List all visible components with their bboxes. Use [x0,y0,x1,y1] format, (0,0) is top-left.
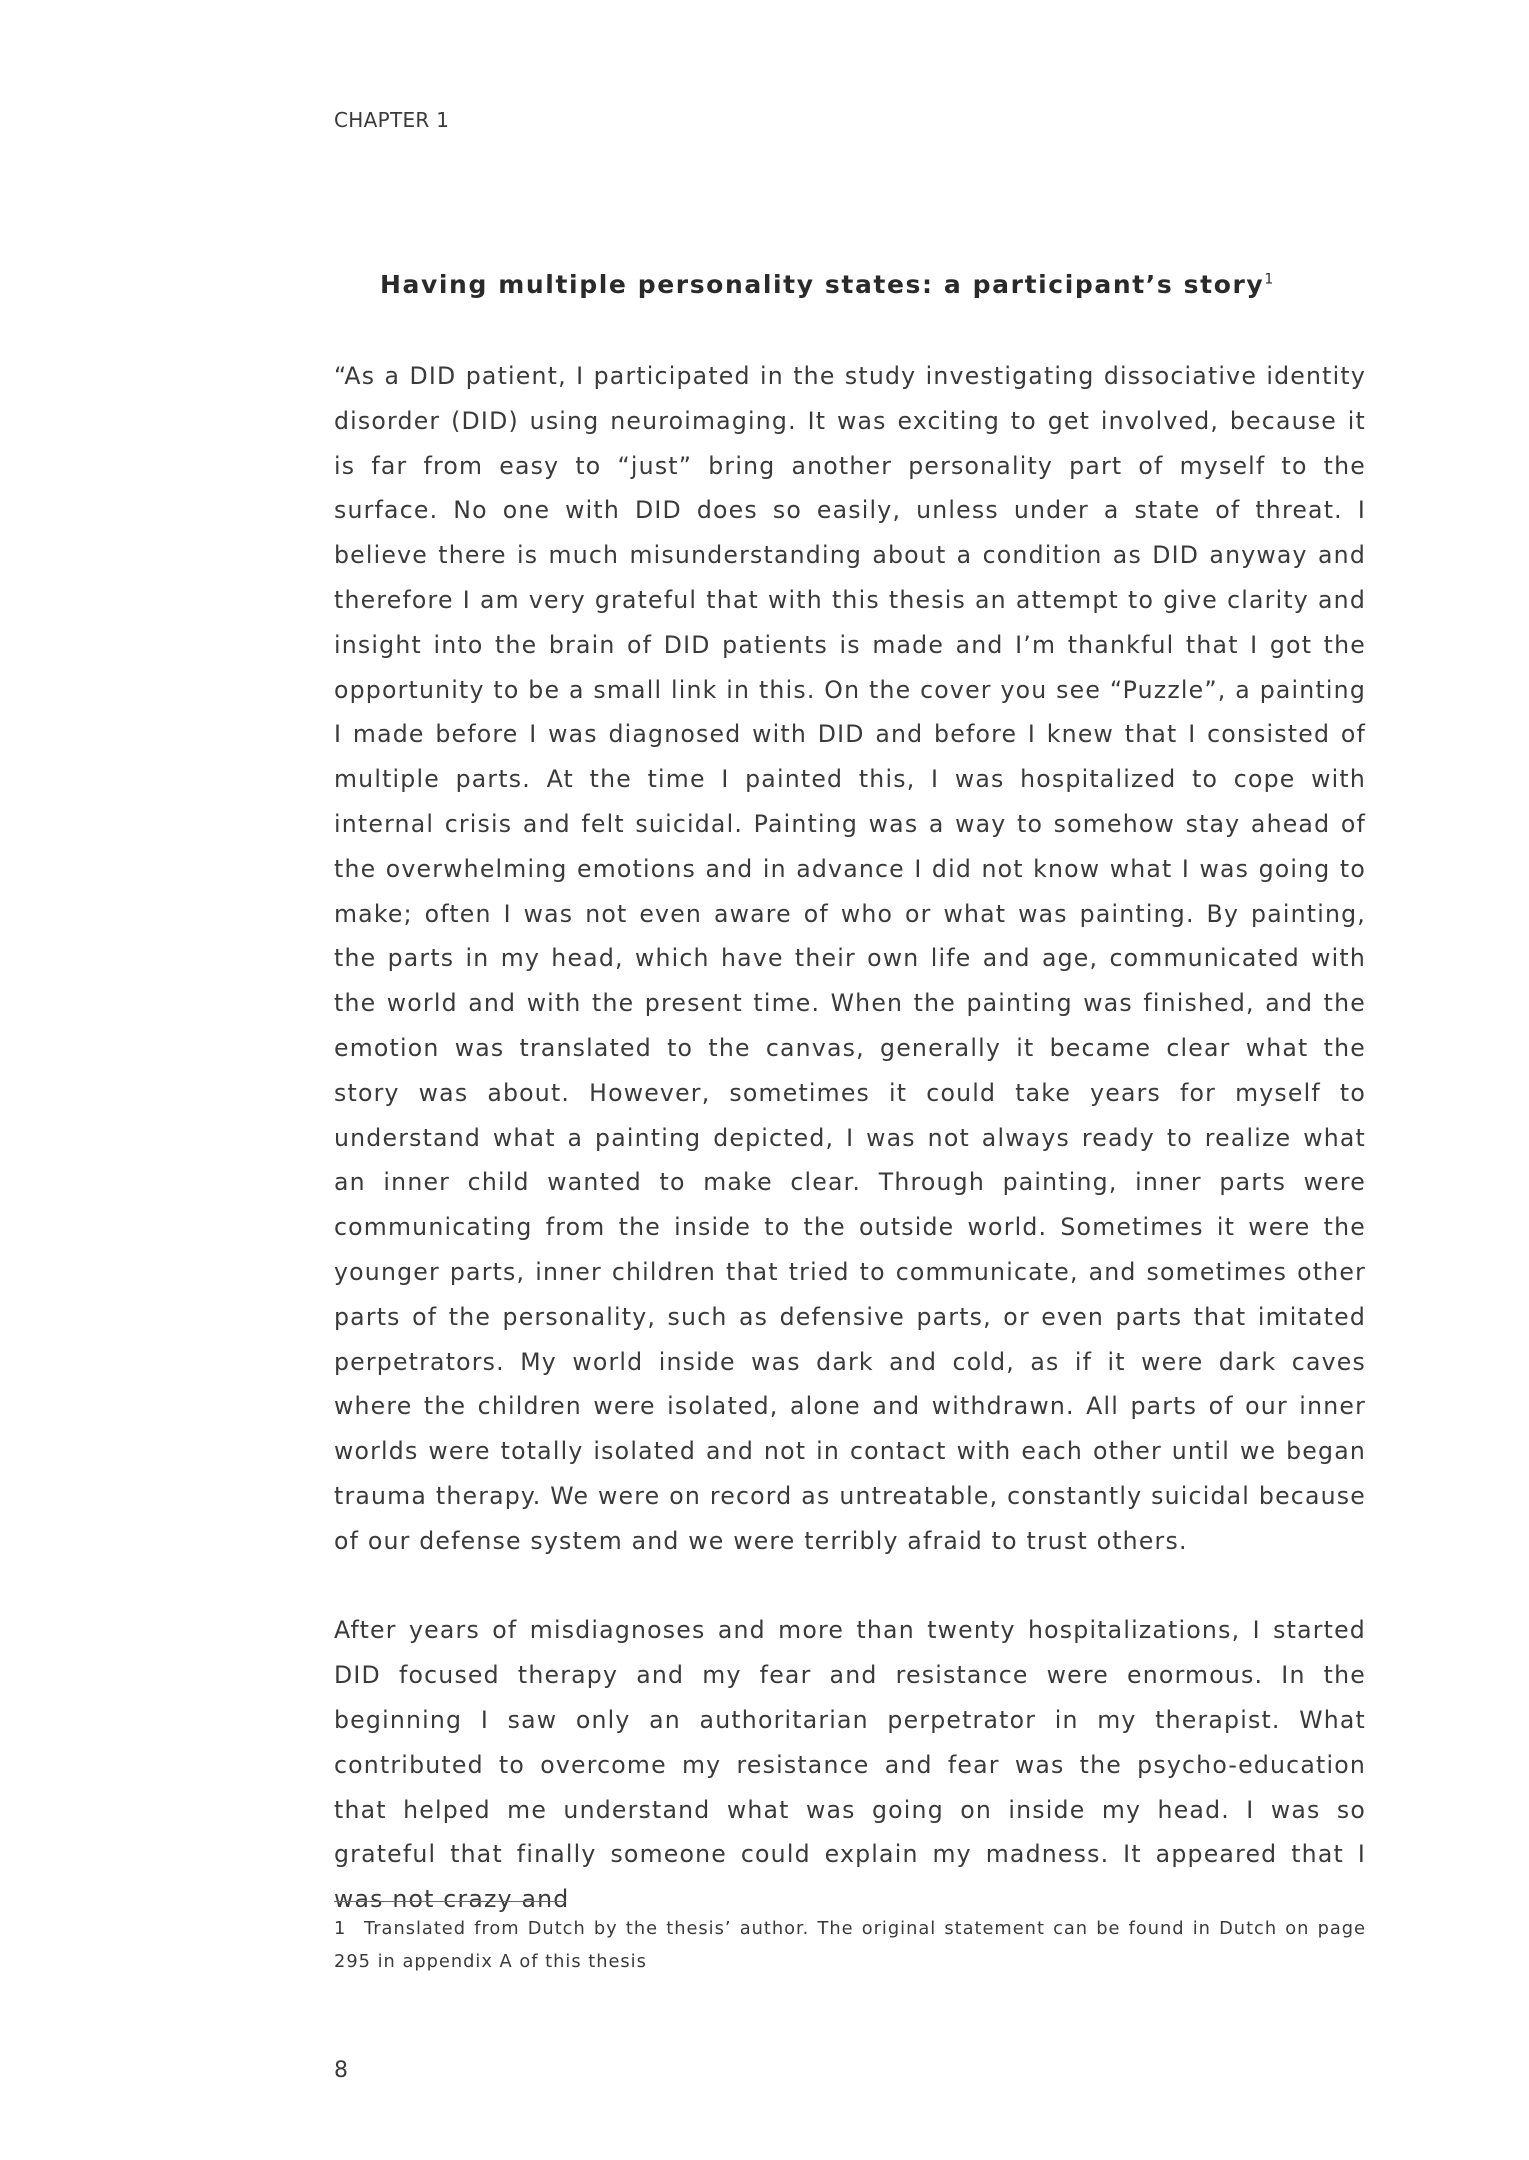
footnote-number: 1 [334,1918,347,1939]
footnote-text: Translated from Dutch by the thesis’ author. The original statement can be found in Dutch on page 295 in appendix A of this thesis [334,1918,1366,1972]
footnote [334,1912,1366,1978]
chapter-label: CHAPTER 1 [334,108,450,132]
section-title-text: Having multiple personality states: a participant’s story [380,270,1265,299]
body-text [334,354,1366,1922]
footnote-reference: 1 [1264,271,1275,288]
footnote-divider [334,1901,566,1902]
body-paragraph-1: “As a DID patient, I participated in the study investigating dissociative identity disorder (DID) using neuroimaging. It was exciting to get involved, because it is far from easy to “just” bring another personality part of myself to the surface. No one with DID does so easily, unless under a state of threat. I believe there is much misunderstanding about a condition as DID anyway and therefore I am very grateful that with this thesis an attempt to give clarity and insight into the brain of DID patients is made and I’m thankful that I got the opportunity to be a small link in this. On the cover you see “Puzzle”, a painting I made before I was diagnosed with DID and before I knew that I consisted of multiple parts. At the time I painted this, I was hospitalized to cope with internal crisis and felt suicidal. Painting was a way to somehow stay ahead of the overwhelming emotions and in advance I did not know what I was going to make; often I was not even aware of who or what was painting. By painting, the parts in my head, which have their own life and age, communicated with the world and with the present time. When the painting was finished, and the emotion was translated to the canvas, generally it became clear what the story was about. However, sometimes it could take years for myself to understand what a painting depicted, I was not always ready to realize what an inner child wanted to make clear. Through painting, inner parts were communicating from the inside to the outside world. Sometimes it were the younger parts, inner children that tried to communicate, and sometimes other parts of the personality, such as defensive parts, or even parts that imitated perpetrators. My world inside was dark and cold, as if it were dark caves where the children were isolated, alone and withdrawn. All parts of our inner worlds were totally isolated and not in contact with each other until we began trauma therapy. We were on record as untreatable, constantly suicidal because of our defense system and we were terribly afraid to trust others. [334,362,1366,1555]
section-title [380,270,1275,299]
page-number: 8 [334,2058,348,2083]
body-paragraph-2: After years of misdiagnoses and more than twenty hospitalizations, I started DID focused therapy and my fear and resistance were enormous. In the beginning I saw only an authoritarian perpetrator in my therapist. What contributed to overcome my resistance and fear was the psycho-education that helped me understand what was going on inside my head. I was so grateful that finally someone could explain my madness. It appeared that I was not crazy and [334,1616,1366,1914]
